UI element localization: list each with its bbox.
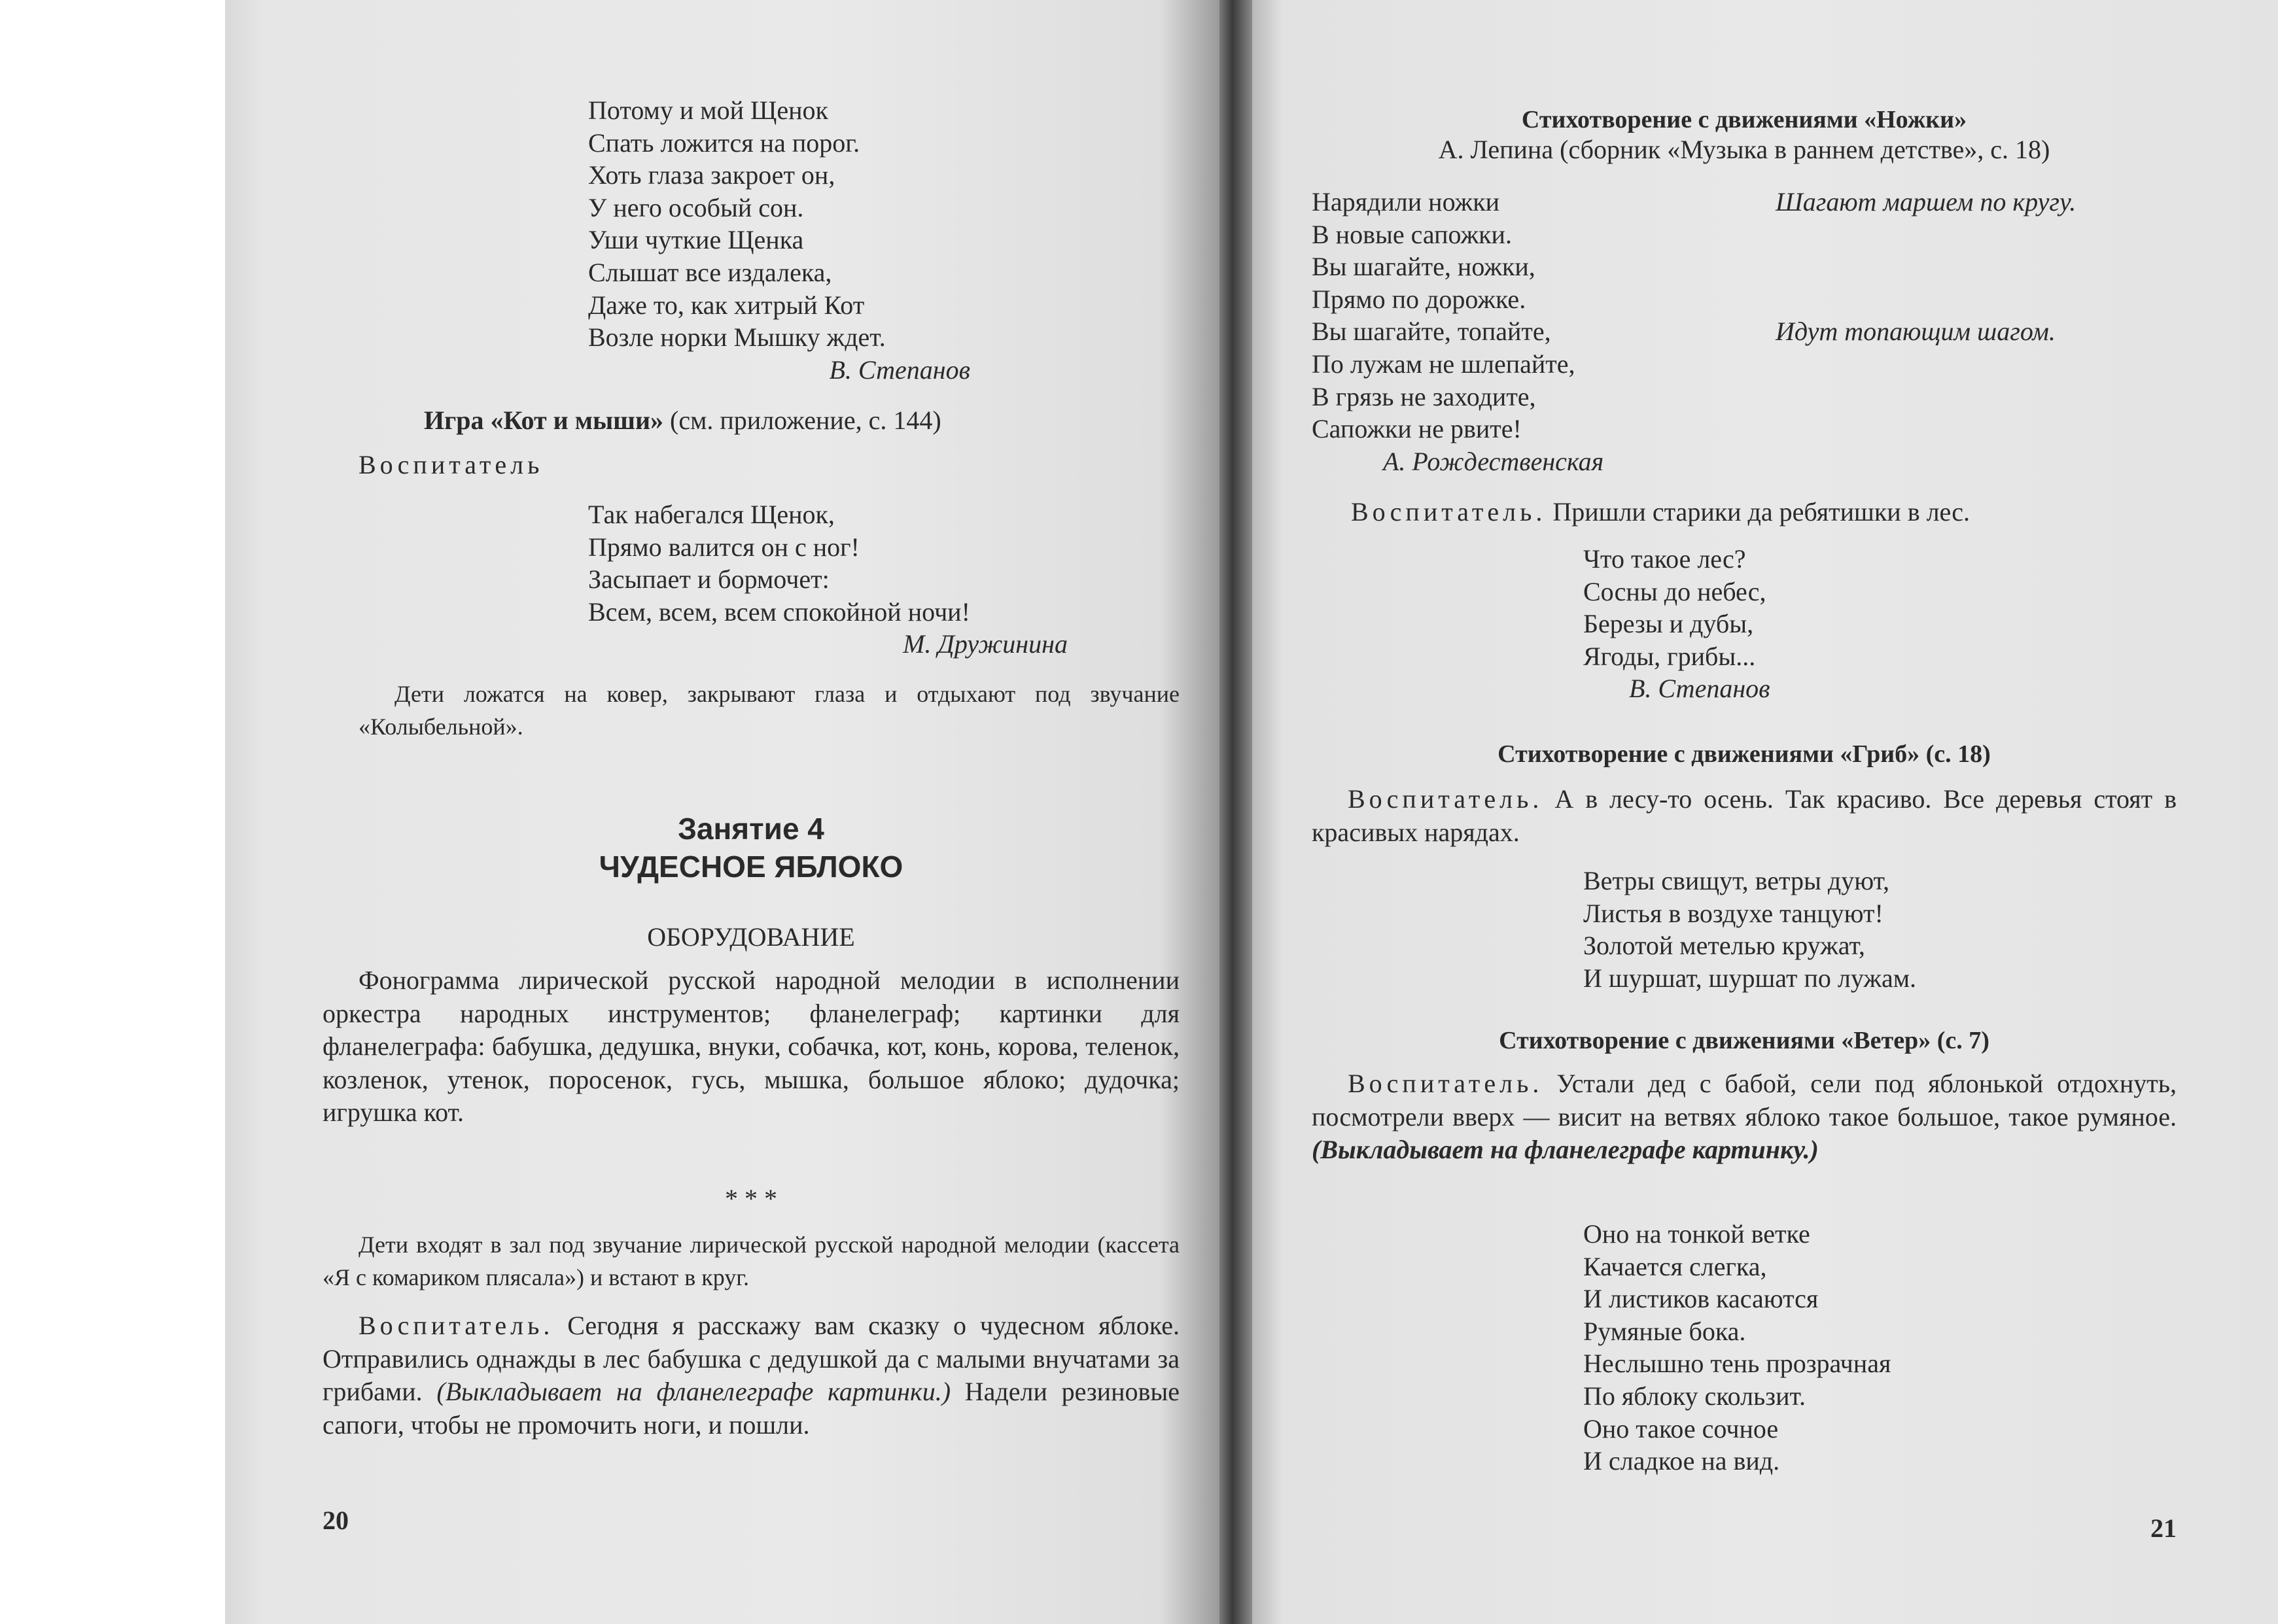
book-gutter <box>1219 0 1252 1624</box>
paragraph-text: А в лесу-то осень. Так красиво. Все деревья стоят в красивых нарядах. <box>1312 784 2177 847</box>
stage-note: Дети входят в зал под звучание лирической русской народной мелодии (кассета «Я с комариком плясала») и встают в круг. <box>323 1232 1180 1290</box>
teacher-paragraph <box>1312 783 2177 849</box>
equipment-text: Фонограмма лирической русской народной мелодии в исполнении оркестра народных инструментов; фланелеграф; картинки для фланелеграфа: бабушка, дедушка, внуки, собачка, кот, конь, корова, теленок, козленок, утенок, поросенок, гусь, мышка, большое яблоко; дудочка; игрушка кот. <box>323 965 1180 1127</box>
poem-line: Качается слегка, <box>1583 1251 1767 1281</box>
paragraph-text: Пришли старики да ребятишки в лес. <box>1546 497 1971 527</box>
section-subheading: А. Лепина (сборник «Музыка в раннем детстве», с. 18) <box>1438 135 2050 164</box>
poem-line: Листья в воздухе танцуют! <box>1583 898 1884 928</box>
poem-line: Нарядили ножки <box>1312 187 1500 216</box>
poem-line: Всем, всем, всем спокойной ночи! <box>588 596 970 627</box>
poem-block <box>1583 1218 1891 1477</box>
poem-line: Ягоды, грибы... <box>1583 641 1756 671</box>
section-heading: Стихотворение с движениями «Гриб» (с. 18) <box>1498 740 1991 768</box>
poem-line: Вы шагайте, ножки, <box>1312 252 1535 282</box>
poem-line: Сосны до небес, <box>1583 576 1766 606</box>
speaker-label: Воспитатель <box>359 450 544 479</box>
poem-line: У него особый сон. <box>588 192 804 222</box>
poem-author: М. Дружинина <box>903 629 1068 659</box>
page-number: 20 <box>323 1506 349 1535</box>
speaker-label: Воспитатель. <box>1348 1069 1543 1098</box>
poem-line: Спать ложится на порог. <box>588 128 860 158</box>
speaker-label: Воспитатель. <box>1351 497 1547 527</box>
lesson-number: Занятие 4 <box>678 812 824 846</box>
poem-author: В. Степанов <box>829 354 970 385</box>
poem-line: Возле норки Мышку ждет. <box>588 322 886 353</box>
poem-line: И листиков касаются <box>1583 1284 1819 1314</box>
poem-block <box>1583 865 1916 994</box>
poem-line: В новые сапожки. <box>1312 219 1512 249</box>
poem-line: Прямо валится он с ног! <box>588 532 860 562</box>
equipment-heading: ОБОРУДОВАНИЕ <box>647 922 855 952</box>
teacher-paragraph <box>323 1309 1180 1442</box>
section-heading: Стихотворение с движениями «Ножки» <box>1521 106 1967 133</box>
poem-line: Слышат все издалека, <box>588 257 832 287</box>
poem-line: Ветры свищут, ветры дуют, <box>1583 866 1890 895</box>
poem-line: Оно на тонкой ветке <box>1583 1219 1810 1249</box>
poem-line: В грязь не заходите, <box>1312 381 1536 411</box>
poem-line: Золотой метелью кружат, <box>1583 931 1865 961</box>
game-heading-title: Игра «Кот и мыши» <box>424 406 663 435</box>
poem-line: Даже то, как хитрый Кот <box>588 290 865 320</box>
lesson-title: ЧУДЕСНОЕ ЯБЛОКО <box>599 850 903 884</box>
poem-author: В. Степанов <box>1629 674 1770 704</box>
stage-direction: (Выкладывает на фланелеграфе картинки.) <box>436 1377 951 1406</box>
poem-block <box>1583 543 1770 705</box>
poem-line: И сладкое на вид. <box>1583 1446 1780 1476</box>
stage-note: Дети ложатся на ковер, закрывают глаза и отдыхают под звучание «Колыбельной». <box>359 681 1180 740</box>
poem-line: Так набегался Щенок, <box>588 500 835 529</box>
poem-line: Березы и дубы, <box>1583 609 1754 639</box>
speaker-label: Воспитатель. <box>1348 784 1543 814</box>
speaker-label: Воспитатель. <box>359 1311 554 1340</box>
poem-line: Неслышно тень прозрачная <box>1583 1349 1891 1379</box>
game-heading-ref: (см. приложение, с. 144) <box>663 406 941 435</box>
teacher-paragraph <box>1312 1067 2177 1167</box>
poem-line: Вы шагайте, топайте, <box>1312 317 1551 347</box>
paragraph-text: Устали дед с бабой, сели под яблонькой отдохнуть, посмотрели вверх — висит на ветвях яблоко такое большое, такое румяное. <box>1312 1069 2177 1132</box>
poem-block <box>588 498 1068 661</box>
poem-line: Румяные бока. <box>1583 1316 1746 1346</box>
poem-line: Уши чуткие Щенка <box>588 225 804 255</box>
poem-line: Хоть глаза закроет он, <box>588 160 835 190</box>
poem-line: Оно такое сочное <box>1583 1413 1779 1443</box>
poem-line: Что такое лес? <box>1583 544 1746 574</box>
poem-line: Потому и мой Щенок <box>588 95 828 125</box>
teacher-paragraph <box>1351 496 1970 528</box>
game-heading <box>424 404 941 437</box>
poem-block <box>588 94 970 386</box>
stage-direction: (Выкладывает на фланелеграфе картинку.) <box>1312 1135 1819 1164</box>
poem-line: Прямо по дорожке. <box>1312 284 1526 314</box>
page-number: 21 <box>2150 1513 2177 1543</box>
poem-author: А. Рождественская <box>1383 447 1604 476</box>
poem-block <box>1312 186 1575 445</box>
paragraph-text: Надели резиновые сапоги, чтобы не промочить ноги, и пошли. <box>323 1377 1180 1440</box>
poem-line: Сапожки не рвите! <box>1312 414 1522 444</box>
poem-line: Засыпает и бормочет: <box>588 564 830 595</box>
poem-line: И шуршат, шуршат по лужам. <box>1583 963 1917 993</box>
movement-direction: Идут топающим шагом. <box>1776 317 2056 346</box>
poem-line: По яблоку скользит. <box>1583 1381 1806 1411</box>
movement-direction: Шагают маршем по кругу. <box>1776 187 2076 216</box>
section-separator: * * * <box>725 1184 777 1213</box>
paragraph-text: Сегодня я расскажу вам сказку о чудесном яблоке. Отправились однажды в лес бабушка с дедушкой да с малыми внучатами за грибами. <box>323 1311 1180 1406</box>
poem-line: По лужам не шлепайте, <box>1312 349 1575 379</box>
section-heading: Стихотворение с движениями «Ветер» (с. 7) <box>1499 1027 1989 1054</box>
